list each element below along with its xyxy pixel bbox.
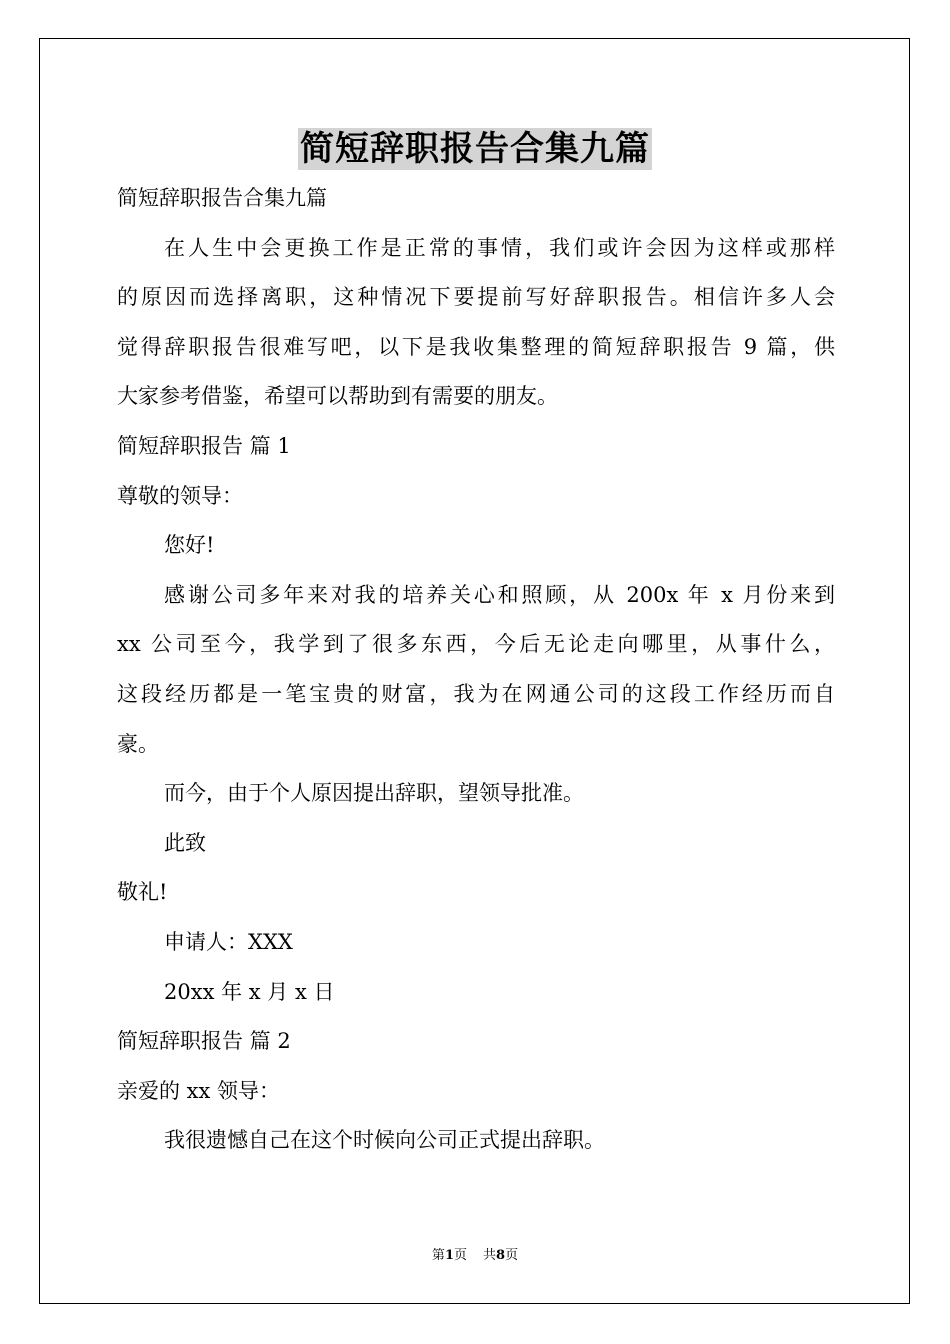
body-paragraph-line: 这段经历都是一笔宝贵的财富，我为在网通公司的这段工作经历而自 bbox=[117, 681, 835, 706]
date-line: 20xx 年 x 月 x 日 bbox=[164, 979, 335, 1004]
salutation: 尊敬的领导： bbox=[117, 483, 243, 508]
body-paragraph-line: 我很遗憾自己在这个时候向公司正式提出辞职。 bbox=[164, 1128, 605, 1153]
closing-line: 此致 bbox=[164, 830, 206, 855]
body-paragraph-line: 豪。 bbox=[117, 731, 159, 756]
intro-paragraph-line: 的原因而选择离职，这种情况下要提前写好辞职报告。相信许多人会 bbox=[117, 285, 835, 310]
body-paragraph-line: 而今，由于个人原因提出辞职，望领导批准。 bbox=[164, 781, 584, 806]
greeting: 您好! bbox=[164, 533, 215, 558]
page-footer bbox=[0, 1247, 950, 1265]
page-number: 1 bbox=[444, 1248, 454, 1263]
title-area bbox=[0, 128, 950, 170]
body-paragraph-line: 感谢公司多年来对我的培养关心和照顾，从 200x 年 x 月份来到 bbox=[164, 582, 835, 607]
intro-paragraph-line: 大家参考借鉴，希望可以帮助到有需要的朋友。 bbox=[117, 384, 558, 409]
section-heading: 简短辞职报告 篇 2 bbox=[117, 1029, 291, 1054]
total-suffix: 页 bbox=[505, 1248, 519, 1263]
page-total: 8 bbox=[496, 1248, 506, 1263]
signature-line: 申请人：XXX bbox=[164, 929, 293, 954]
page-prefix: 第 bbox=[431, 1248, 445, 1263]
page-suffix: 页 bbox=[453, 1248, 467, 1263]
section-heading: 简短辞职报告 篇 1 bbox=[117, 433, 291, 458]
body-paragraph-line: xx 公司至今，我学到了很多东西，今后无论走向哪里，从事什么， bbox=[117, 632, 835, 657]
intro-paragraph-line: 在人生中会更换工作是正常的事情，我们或许会因为这样或那样 bbox=[164, 235, 835, 260]
salutation: 亲爱的 xx 领导： bbox=[117, 1078, 281, 1103]
total-prefix: 共 bbox=[483, 1248, 497, 1263]
document-title: 简短辞职报告合集九篇 bbox=[300, 129, 650, 169]
closing-line: 敬礼! bbox=[117, 880, 168, 905]
document-body bbox=[117, 174, 835, 1166]
subtitle-line: 简短辞职报告合集九篇 bbox=[117, 186, 327, 210]
intro-paragraph-line: 觉得辞职报告很难写吧，以下是我收集整理的简短辞职报告 9 篇，供 bbox=[117, 334, 835, 359]
